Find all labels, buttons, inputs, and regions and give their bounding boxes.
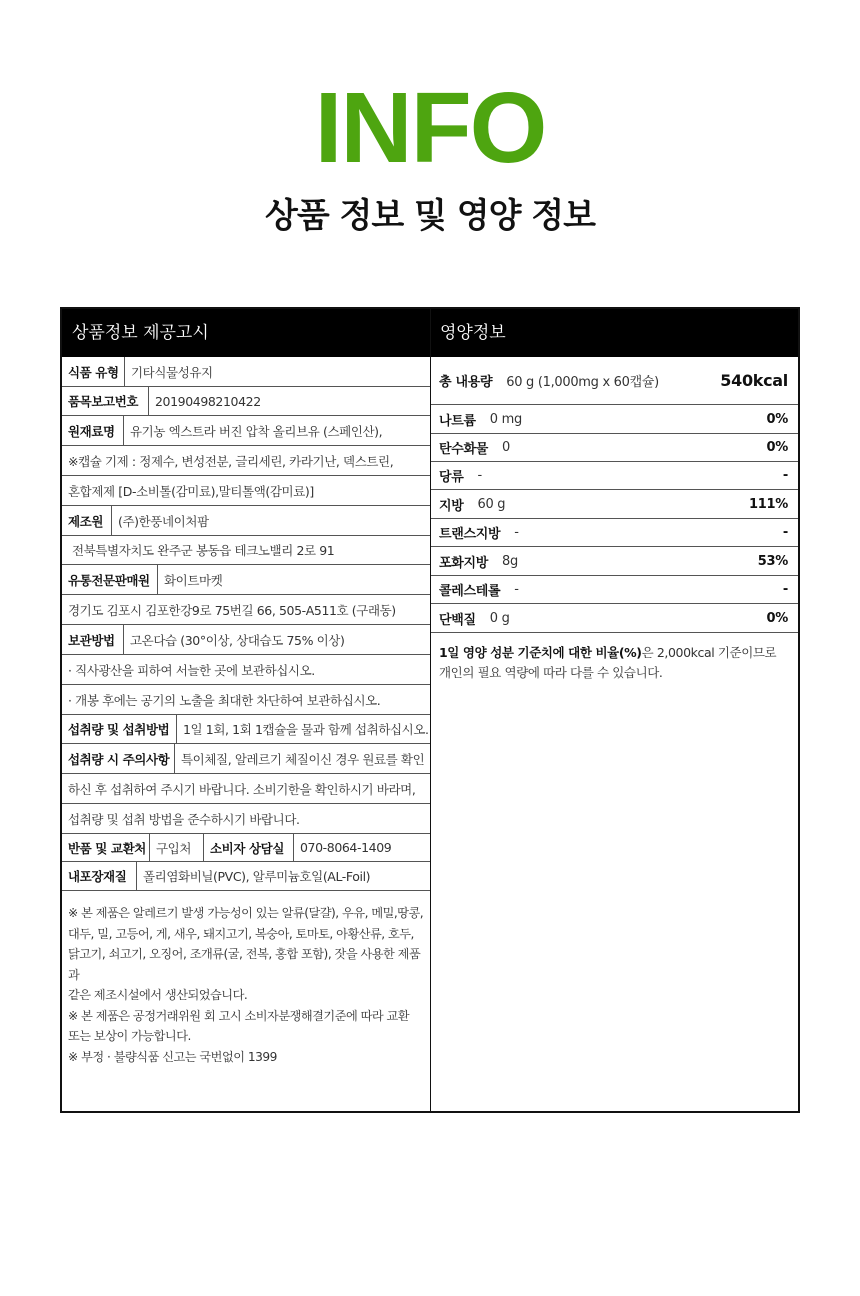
table-row: [62, 446, 430, 476]
note-line: 닭고기, 쇠고기, 오징어, 조개류(굴, 전복, 홍합 포함), 잣을 사용한 제품과: [68, 947, 421, 982]
row-label: 제조원: [62, 506, 112, 535]
nutrient-amount: -: [477, 468, 482, 483]
nutrition-row: [431, 547, 798, 576]
nutrient-percent: 0%: [766, 411, 788, 427]
row-label: 반품 및 교환처: [62, 834, 150, 861]
nutrition-row: [431, 434, 798, 462]
nutrient-amount: -: [514, 582, 519, 597]
row-value: 070-8064-1409: [300, 840, 392, 855]
nutrient-amount: 0 g: [489, 610, 510, 626]
nutrient-label: 당류: [439, 470, 464, 485]
nutrient-percent: 111%: [749, 496, 788, 512]
note-line: ※ 본 제품은 알레르기 발생 가능성이 있는 알류(달걀), 우유, 메밀,땅콩,: [68, 906, 424, 920]
table-row: [62, 655, 430, 685]
row-text: · 개봉 후에는 공기의 노출을 최대한 차단하여 보관하십시오.: [68, 692, 381, 708]
row-value: 기타식물성유지: [131, 364, 213, 380]
row-value: 화이트마켓: [164, 572, 223, 588]
table-row: [62, 715, 430, 744]
nutrient-label: 나트륨: [439, 413, 476, 429]
hero-title: INFO: [314, 72, 546, 184]
nutrient-amount: 0 mg: [489, 411, 522, 427]
table-row: [62, 506, 430, 536]
table-row: [62, 834, 430, 862]
table-row: [62, 804, 430, 834]
row-text: 하신 후 섭취하여 주시기 바랍니다. 소비기한을 확인하시기 바라며,: [68, 781, 416, 797]
nutrition-row: [431, 490, 798, 519]
allergen-notes: [62, 891, 430, 1067]
row-value: 20190498210422: [155, 393, 261, 409]
nutrient-percent: 0%: [766, 610, 788, 626]
note-line: 대두, 밀, 고등어, 게, 새우, 돼지고기, 복숭아, 토마토, 아황산류, 호두,: [68, 926, 414, 941]
row-label: 식품 유형: [62, 357, 125, 386]
note-line: ※ 본 제품은 공정거래위원 회 고시 소비자분쟁해결기준에 따라 교환: [68, 1008, 410, 1023]
nutrition-row: [431, 604, 798, 633]
daily-value-note-text: 은 2,000kcal 기준이므로 개인의 필요 역량에 따라 다를 수 있습니다.: [439, 645, 777, 680]
nutrient-value: 540kcal: [720, 371, 788, 390]
row-value: 1일 1회, 1회 1캡슐을 물과 함께 섭취하십시오.: [183, 722, 429, 737]
row-value: 유기농 엑스트라 버진 압착 올리브유 (스페인산),: [130, 423, 383, 439]
row-label: 보관방법: [62, 625, 124, 654]
nutrient-percent: -: [782, 525, 788, 540]
table-row: [62, 476, 430, 506]
row-text: 섭취량 및 섭취 방법을 준수하시기 바랍니다.: [68, 811, 300, 827]
table-row: [62, 357, 430, 387]
row-value: 구입처: [150, 834, 204, 861]
table-row: [62, 625, 430, 655]
note-line: ※ 부정 · 불량식품 신고는 국번없이 1399: [68, 1049, 277, 1064]
nutrition-header: 영양정보: [440, 323, 506, 343]
row-label: 소비자 상담실: [204, 834, 294, 861]
row-label: 원재료명: [62, 416, 124, 445]
nutrient-percent: 53%: [757, 553, 788, 569]
nutrient-label: 지방: [439, 498, 464, 514]
row-text: 전북특별자치도 완주군 봉동읍 테크노밸리 2로 91: [72, 543, 335, 558]
table-row: [62, 744, 430, 774]
table-row: [62, 536, 430, 565]
nutrition-row: [431, 357, 798, 405]
row-value: 특이체질, 알레르기 체질이신 경우 원료를 확인: [181, 751, 425, 767]
nutrition-row: [431, 519, 798, 547]
nutrient-label: 콜레스테롤: [439, 584, 501, 599]
row-text: 경기도 김포시 김포한강9로 75번길 66, 505-A511호 (구래동): [68, 602, 396, 618]
nutrient-percent: 0%: [766, 440, 788, 455]
row-label: 섭취량 시 주의사항: [62, 744, 175, 773]
note-line: 같은 제조시설에서 생산되었습니다.: [68, 988, 248, 1002]
row-value: 폴리염화비닐(PVC), 알루미늄호일(AL-Foil): [143, 869, 371, 884]
table-row: [62, 387, 430, 416]
row-text: · 직사광산을 피하여 서늘한 곳에 보관하십시오.: [68, 662, 315, 678]
nutrient-amount: 8g: [502, 553, 518, 569]
row-text: ※캡슐 기제 : 정제수, 변성전분, 글리세린, 카라기난, 덱스트린,: [68, 453, 394, 469]
table-row: [62, 685, 430, 715]
table-row: [62, 595, 430, 625]
table-row: [62, 565, 430, 595]
row-value: 고온다습 (30°이상, 상대습도 75% 이상): [130, 632, 345, 648]
nutrient-amount: 0: [502, 440, 511, 455]
nutrient-label: 단백질: [439, 612, 476, 628]
nutrition-row: [431, 462, 798, 490]
nutrient-percent: -: [782, 582, 788, 597]
nutrient-label: 포화지방: [439, 555, 489, 571]
row-label: 품목보고번호: [62, 387, 149, 415]
nutrition-row: [431, 405, 798, 434]
nutrient-label: 총 내용량: [439, 375, 493, 390]
note-line: 또는 보상이 가능합니다.: [68, 1029, 191, 1043]
nutrient-amount: 60 g: [477, 496, 506, 512]
row-label: 내포장재질: [62, 862, 137, 890]
table-row: [62, 862, 430, 891]
row-value: (주)한풍네이처팜: [118, 513, 209, 529]
nutrient-amount: -: [514, 525, 519, 540]
nutrient-amount: 60 g (1,000mg x 60캡슐): [506, 375, 659, 390]
table-row: [62, 774, 430, 804]
row-label: 유통전문판매원: [62, 565, 158, 594]
table-row: [62, 416, 430, 446]
nutrient-label: 트랜스지방: [439, 527, 501, 542]
nutrient-percent: -: [782, 468, 788, 483]
daily-value-note: [439, 643, 789, 683]
product-notice-header: 상품정보 제공고시: [72, 323, 209, 343]
hero-subtitle: 상품 정보 및 영양 정보: [265, 196, 595, 236]
daily-value-note-bold: 1일 영양 성분 기준치에 대한 비율(%): [439, 645, 642, 660]
nutrition-row: [431, 576, 798, 604]
info-table: [60, 307, 800, 1113]
nutrient-label: 탄수화물: [439, 442, 489, 457]
row-text: 혼합제제 [D-소비톨(감미료),말티톨액(감미료)]: [68, 483, 314, 499]
row-label: 섭취량 및 섭취방법: [62, 715, 177, 743]
